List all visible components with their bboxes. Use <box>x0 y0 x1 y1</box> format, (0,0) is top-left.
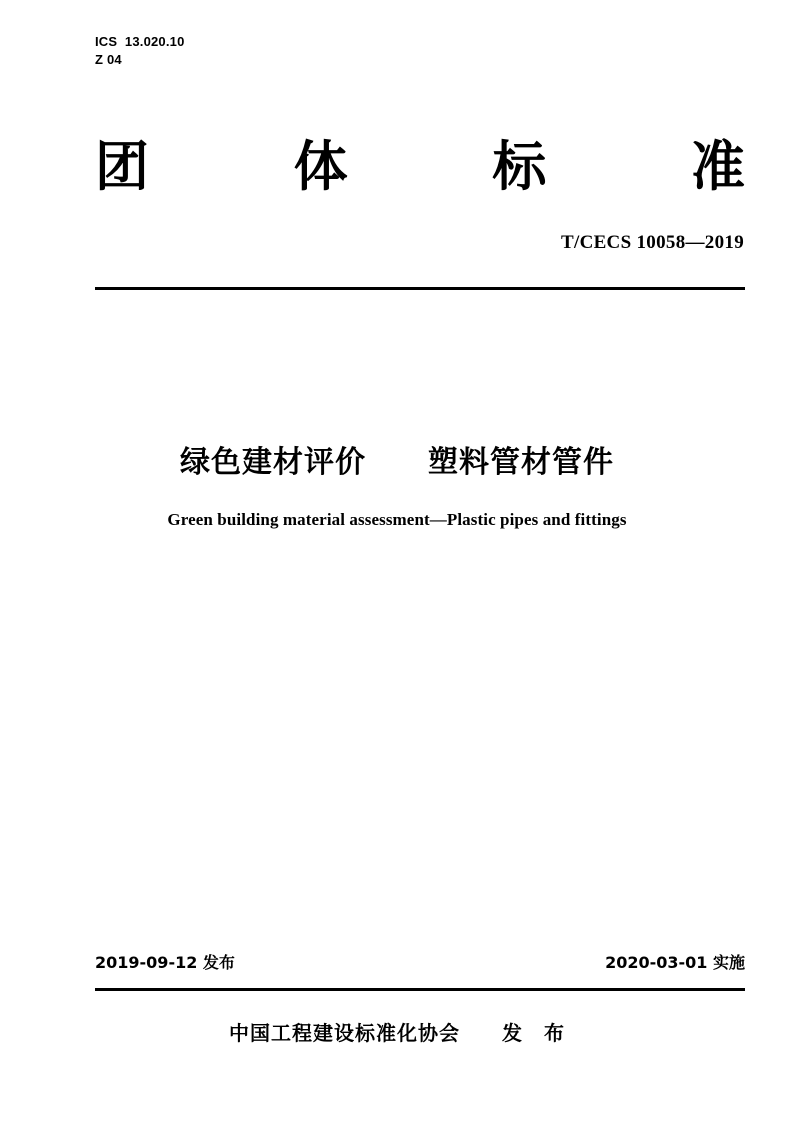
document-title-chinese: 绿色建材评价 塑料管材管件 <box>180 445 614 480</box>
divider-bottom <box>95 988 745 991</box>
publisher-name: 中国工程建设标准化协会 发 布 <box>229 1021 565 1045</box>
standard-type-char-3: 标 <box>492 135 547 198</box>
document-title-english: Green building material assessment—Plastic pipes and fittings <box>167 510 627 529</box>
ics-block <box>95 33 185 68</box>
issue-date: 2019-09-12 发布 <box>95 953 235 972</box>
standard-type-char-1: 团 <box>95 135 149 198</box>
classification-code: Z 04 <box>95 51 122 67</box>
standard-number: T/CECS 10058—2019 <box>561 232 744 253</box>
standard-type-char-4: 准 <box>690 135 745 198</box>
dates-row <box>95 950 745 973</box>
standard-type-heading <box>95 135 745 198</box>
ics-code: ICS 13.020.10 <box>95 34 185 49</box>
effective-date: 2020-03-01 实施 <box>605 953 745 972</box>
divider-top <box>95 287 745 290</box>
standard-type-char-2: 体 <box>293 135 348 198</box>
